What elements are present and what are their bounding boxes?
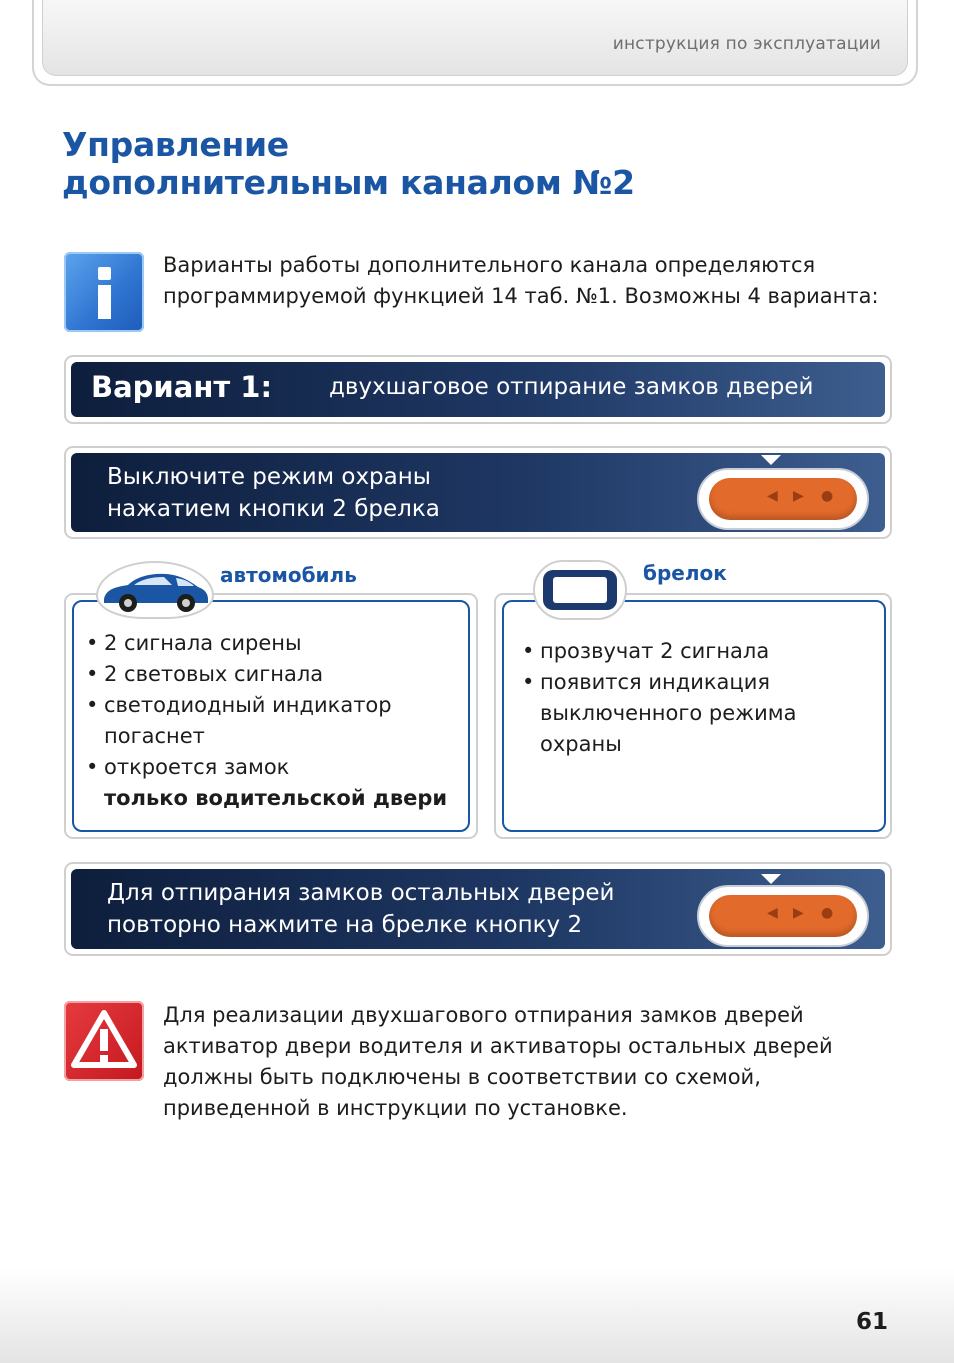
list-item-text: откроется замок [104, 755, 290, 779]
page-title-line1: Управление [62, 125, 289, 164]
arrow-left-icon: ◀ [767, 905, 778, 921]
fob-card-label: брелок [643, 561, 727, 585]
step1-line1: Выключите режим охраны [107, 464, 431, 490]
car-card-label: автомобиль [220, 563, 357, 587]
warning-line2: активатор двери водителя и активаторы остальных дверей [163, 1034, 833, 1058]
car-card-frame [64, 593, 478, 839]
dot-icon: ● [821, 488, 834, 504]
step1-banner [71, 453, 885, 532]
warning-line4: приведенной в инструкции по установке. [163, 1096, 628, 1120]
intro-line2: программируемой функцией 14 таб. №1. Возможны 4 варианта: [163, 284, 879, 308]
list-item [86, 752, 466, 814]
step1-line2: нажатием кнопки 2 брелка [107, 496, 440, 522]
dot-icon: ● [821, 905, 834, 921]
step2-frame [64, 862, 892, 956]
warning-line1: Для реализации двухшагового отпирания замков дверей [163, 1003, 804, 1027]
warning-line3: должны быть подключены в соответствии со схемой, [163, 1065, 761, 1089]
step2-banner [71, 869, 885, 949]
step1-frame [64, 446, 892, 539]
car-icon [98, 563, 212, 617]
intro-line1: Варианты работы дополнительного канала определяются [163, 253, 816, 277]
fob-button-2-image [697, 885, 869, 947]
fob-card [502, 600, 886, 832]
button-pointer-arrow [761, 874, 781, 884]
fob-feedback-list [522, 636, 852, 760]
button-pointer-arrow [761, 455, 781, 465]
page-number: 61 [855, 1309, 888, 1335]
header-tab-inner [42, 0, 908, 76]
warning-text [163, 1000, 883, 1124]
list-item: • 2 сигнала сирены [86, 628, 466, 659]
list-item-bold: только водительской двери [104, 786, 448, 810]
info-icon [64, 252, 144, 332]
variant-description: двухшаговое отпирание замков дверей [329, 374, 814, 400]
info-icon-bar [98, 285, 111, 319]
car-badge [96, 561, 214, 619]
fob-button-2-image [697, 468, 869, 530]
key-fob-screen [553, 577, 607, 603]
key-fob-icon [543, 570, 617, 610]
list-item: • появится индикация выключенного режима охраны [522, 667, 852, 760]
intro-text [163, 250, 903, 312]
arrow-right-icon: ▶ [793, 488, 804, 504]
step2-line2: повторно нажмите на брелке кнопку 2 [107, 912, 583, 938]
info-icon-dot [98, 267, 111, 280]
header-tab [32, 0, 918, 86]
step2-line1: Для отпирания замков остальных дверей [107, 880, 615, 906]
arrow-right-icon: ▶ [793, 905, 804, 921]
footer-band [0, 1268, 954, 1363]
page-title-line2: дополнительным каналом №2 [62, 163, 635, 202]
list-item: • прозвучат 2 сигнала [522, 636, 852, 667]
fob-badge [533, 560, 627, 620]
variant-label: Вариант 1: [91, 370, 273, 404]
step2-text [107, 877, 615, 941]
variant-banner [71, 362, 885, 417]
variant-frame [64, 355, 892, 424]
step1-text [107, 461, 440, 525]
list-item: • 2 световых сигнала [86, 659, 466, 690]
car-card [72, 600, 470, 832]
warning-triangle-icon [64, 1001, 144, 1081]
fob-card-frame [494, 593, 892, 839]
page-title [62, 126, 635, 202]
list-item: • светодиодный индикатор погаснет [86, 690, 466, 752]
fob-button-2 [709, 478, 857, 520]
arrow-left-icon: ◀ [767, 488, 778, 504]
car-feedback-list [86, 628, 466, 814]
warning-icon [64, 1001, 144, 1081]
header-text: инструкция по эксплуатации [612, 34, 881, 54]
fob-button-2 [709, 895, 857, 937]
